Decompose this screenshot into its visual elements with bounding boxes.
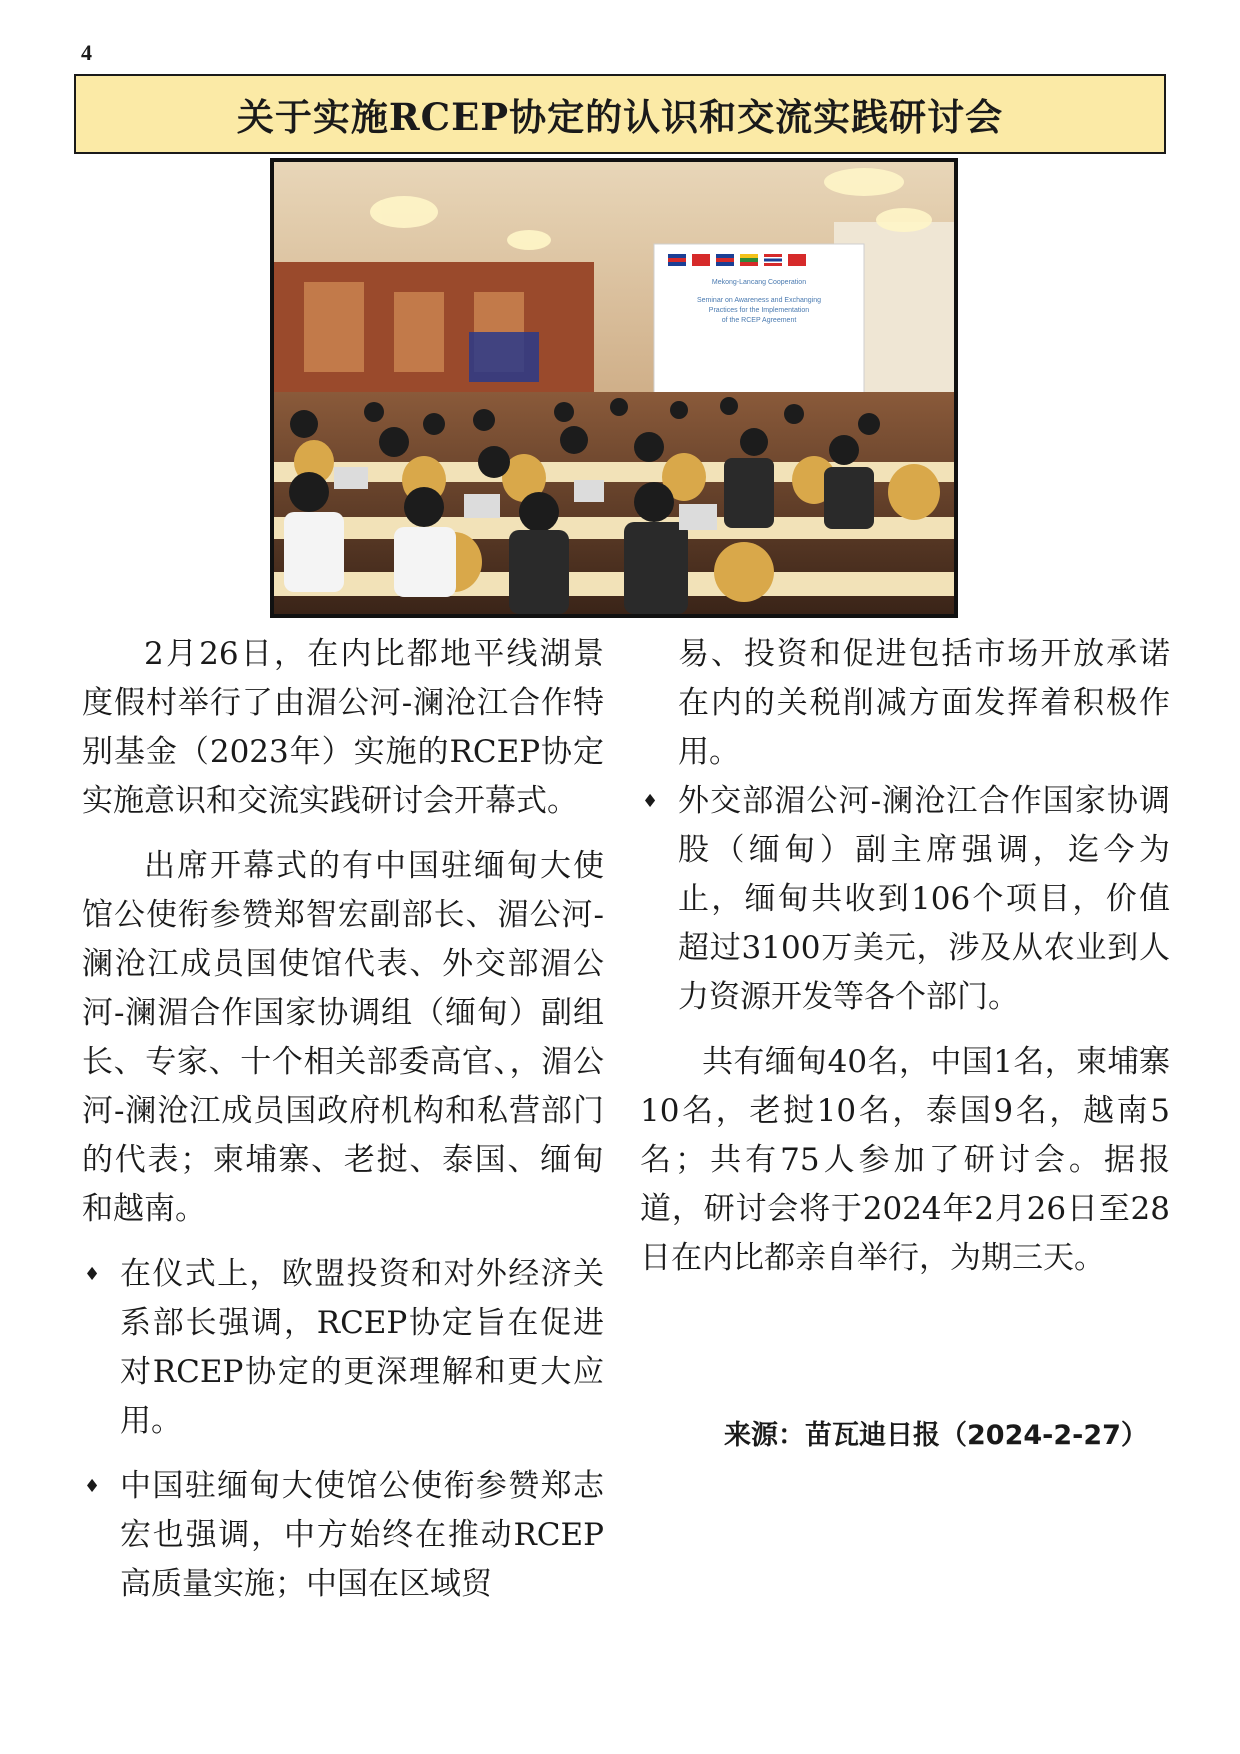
bullet-coordination-unit: ♦ 外交部湄公河-澜沧江合作国家协调股（缅甸）副主席强调，迄今为止，缅甸共收到106个项目，价值超过3100万美元，涉及从农业到人力资源开发等各个部门。 <box>640 777 1170 1022</box>
page-number: 4 <box>81 40 92 65</box>
seminar-photo <box>270 158 958 618</box>
right-column <box>640 630 1170 1283</box>
bullet-minister-remarks: ♦ 在仪式上，欧盟投资和对外经济关系部长强调，RCEP协定旨在促进对RCEP协定的更深理解和更大应用。 <box>82 1250 604 1446</box>
screen-text-3: Practices for the Implementation <box>708 307 810 314</box>
paragraph-participants: 共有缅甸40名，中国1名，柬埔寨10名，老挝10名，泰国9名，越南5名；共有75人参加了研讨会。据报道，研讨会将于2024年2月26日至28日在内比都亲自举行，为期三天。 <box>640 1044 1170 1276</box>
paragraph-opening: 2月26日，在内比都地平线湖景度假村举行了由湄公河-澜沧江合作特别基金（2023年）实施的RCEP协定实施意识和交流实践研讨会开幕式。 <box>82 636 604 819</box>
paragraph-attendees: 出席开幕式的有中国驻缅甸大使馆公使衔参赞郑智宏副部长、湄公河-澜沧江成员国使馆代表、外交部湄公河-澜湄合作国家协调组（缅甸）副组长、专家、十个相关部委高官、，湄公河-澜沧江成员国政府机构和私营部门的代表；柬埔寨、老挝、泰国、缅甸和越南。 <box>82 848 604 1227</box>
bullet-china-counsellor-continued: 易、投资和促进包括市场开放承诺在内的关税削减方面发挥着积极作用。 <box>678 636 1170 770</box>
seminar-photo-illustration <box>274 162 954 614</box>
screen-text-1: Mekong-Lancang Cooperation <box>711 279 807 286</box>
screen-text-4: of the RCEP Agreement <box>721 317 797 324</box>
projection-screen <box>654 244 864 404</box>
article-title: 关于实施RCEP协定的认识和交流实践研讨会 <box>236 95 1004 139</box>
left-column <box>82 630 604 1609</box>
article-source: 来源：苗瓦迪日报（2024-2-27） <box>724 1420 1148 1451</box>
screen-text-2: Seminar on Awareness and Exchanging <box>696 297 822 304</box>
article-title-banner <box>74 74 1166 154</box>
bullet-china-counsellor: ♦ 中国驻缅甸大使馆公使衔参赞郑志宏也强调，中方始终在推动RCEP高质量实施；中国在区域贸 <box>82 1462 604 1609</box>
